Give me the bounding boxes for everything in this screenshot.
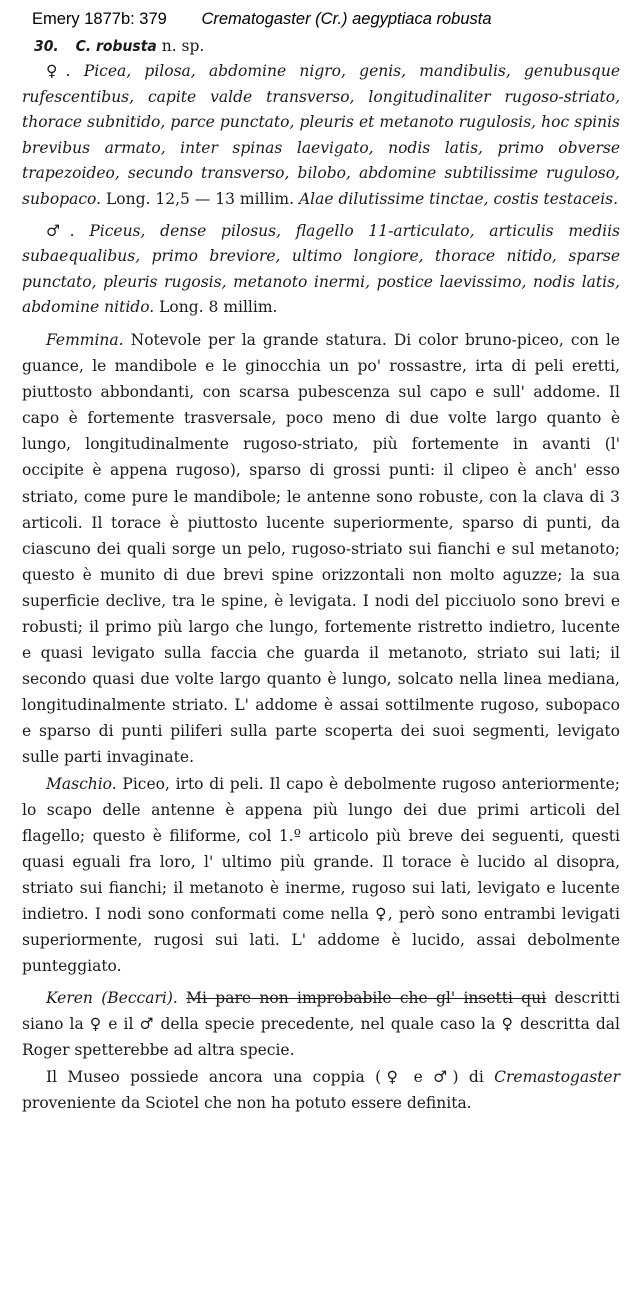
taxon-name: Crematogaster (Cr.) aegyptiaca robusta xyxy=(201,10,492,28)
struck-text: Mi pare non improbabile che gl' insetti qui xyxy=(186,989,547,1008)
male-symbol: ♂. xyxy=(46,221,75,240)
female-diagnosis-body: Picea, pilosa, abdomine nigro, genis, mandibulis, genubusque rufescentibus, capite valde transverso, longitudinaliter rugoso-striato, thorace subnitido, parce punctato, pleuris et metanoto rugulosis, hoc spinis brevibus armato, inter spinas laevigato, nodis latis, primo obverse trapezoideo, secundo transverso, bilobo, abdomine subtilissime ruguloso, subopaco. xyxy=(22,62,620,208)
male-diagnosis-body: Piceus, dense pilosus, flagello 11-articulato, articulis mediis subaequalibus, primo breviore, ultimo longiore, thorace nitido, sparse punctato, pleuris rugosis, metanoto inermi, postice laevissimo, nodis latis, abdomine nitido. xyxy=(22,221,620,317)
citation-reference: Emery 1877b: 379 xyxy=(32,10,167,28)
male-length: Long. 8 millim. xyxy=(159,298,278,317)
museum-note-b: proveniente da Sciotel che non ha potuto essere definita. xyxy=(22,1093,472,1112)
museum-note-text xyxy=(22,1064,620,1116)
female-diagnosis-text xyxy=(22,59,620,213)
species-entry xyxy=(22,34,620,59)
page-header xyxy=(22,8,620,30)
female-description-text xyxy=(22,327,620,771)
entry-number: 30. xyxy=(34,37,59,55)
female-diagnosis xyxy=(22,34,620,213)
museum-note-a: Il Museo possiede ancora una coppia (♀ e ♂) di xyxy=(46,1067,484,1086)
male-label: Maschio. xyxy=(46,774,117,793)
genus-name: Cremastogaster xyxy=(494,1067,620,1086)
male-description-text xyxy=(22,771,620,980)
female-label: Femmina. xyxy=(46,330,124,349)
female-symbol: ♀. xyxy=(46,62,71,80)
species-name: C. robusta xyxy=(75,37,157,55)
male-description-body: Piceo, irto di peli. Il capo è debolmente rugoso anteriormente; lo scapo delle antenne è appena più lungo dei due primi articoli del flagello; questo è filiforme, col 1.º articolo più breve dei seguenti, questi quasi eguali fra loro, l' ultimo più grande. Il torace è lucido al disopra, striato sui fianchi; il metanoto è inerme, rugoso sui lati, levigato e lucente indietro. I nodi sono conformati come nella ♀, però sono entrambi levigati superiormente, rugosi sui lati. L' addome è lucido, assai debolmente punteggiato. xyxy=(22,774,620,976)
male-diagnosis-text xyxy=(22,219,620,321)
museum-note xyxy=(22,1064,620,1116)
remarks xyxy=(22,985,620,1063)
male-diagnosis xyxy=(22,219,620,321)
female-wings: Alae dilutissime tinctae, costis testaceis. xyxy=(298,189,619,208)
female-length: Long. 12,5 — 13 millim. xyxy=(105,189,295,208)
remarks-body: descritti siano la ♀ e il ♂ della specie precedente, nel quale caso la ♀ descritta dal Roger spetterebbe ad altra specie. xyxy=(22,989,621,1060)
species-status: n. sp. xyxy=(161,37,205,55)
remarks-text xyxy=(22,985,620,1063)
locality: Keren (Beccari). xyxy=(46,989,178,1008)
female-description-body: Notevole per la grande statura. Di color bruno-piceo, con le guance, le mandibole e le ginocchia un po' rossastre, irta di peli eretti, piuttosto abbondanti, con scarsa pubescenza sul capo e sull' addome. Il capo è fortemente trasversale, poco meno di due volte largo quanto è lungo, longitudinalmente rugoso-striato, più fortemente in avanti (l' occipite è appena rugoso), sparso di grossi punti: il clipeo è anch' esso striato, come pure le mandibole; le antenne sono robuste, con la clava di 3 articoli. Il torace è piuttosto lucente superiormente, sparso di punti, da ciascuno dei quali sorge un pelo, rugoso-striato sui fianchi e sul metanoto; questo è munito di due brevi spine orizzontali non molto aguzze; la sua superficie declive, tra le spine, è levigata. I nodi del picciuolo sono brevi e robusti; il primo più largo che lungo, fortemente ristretto indietro, lucente e quasi levigato sulla faccia che guarda il metanoto, striato sui lati; il secondo quasi due volte largo quanto è lungo, solcato nella linea mediana, longitudinalmente striato. L' addome è assai sottilmente rugoso, subopaco e sparso di punti piliferi sulla parte scoperta dei suoi segmenti, levigato sulle parti invaginate. xyxy=(22,330,620,767)
male-description xyxy=(22,771,620,980)
female-description xyxy=(22,327,620,771)
